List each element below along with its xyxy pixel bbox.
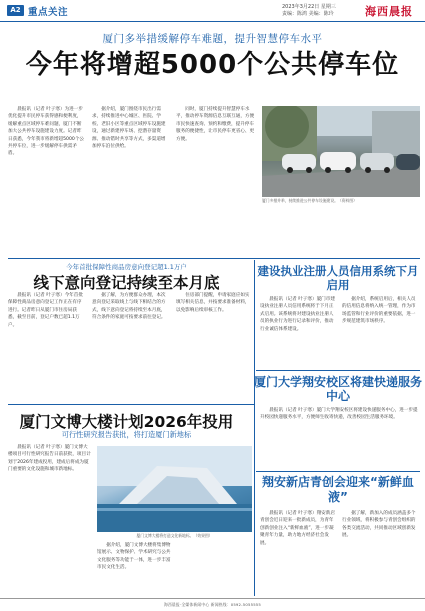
- article1-paragraph: 同时，厦门持续提升智慧停车水平，推动停车资源信息互联互通，方便市民快速查询、预约和缴费，提升停车服务的便捷性，让市民停车更省心、更方便。: [176, 107, 255, 142]
- page-number: A2: [7, 5, 24, 16]
- article4-headline: 厦门文博大楼计划2026年投用: [19, 413, 234, 431]
- article1-subhead: 厦门多举措缓解停车难题，提升智慧停车水平: [102, 33, 323, 45]
- parking-street-illustration: [262, 106, 420, 197]
- divider: [256, 471, 420, 472]
- divider: [8, 258, 420, 259]
- article6-paragraph: 据了解，新加入的成员涵盖多个行业领域，将积极参与青创会组织的各类交流活动，共同推动区域创新发展。: [342, 511, 416, 539]
- article3-paragraph: 据介绍，系统启用后，相关人员的信用信息将纳入统一管理，作为市场监管和行业评价的重要依据，进一步规范建筑市场秩序。: [342, 297, 416, 325]
- editor-line: 责编：陈鸿 美编：陈玲: [282, 11, 334, 17]
- article4-subhead: 可行性研究报告获批，将打造厦门新地标: [61, 430, 192, 439]
- article1-paragraph: 据介绍，厦门围绕市民出行需求，持续推进中心城区、医院、学校、老旧小区等重点区域停车设施建设，通过新建停车场、挖潜存量资源、推动错时共享等方式，多渠道增加停车泊位供给。: [92, 107, 166, 150]
- date-line: 2023年3月22日 星期三: [282, 4, 336, 10]
- article1-column-2: [92, 106, 168, 256]
- article2-paragraph: 晨报讯（记者 叶子寒）今年首批保障性商品房意向登记工作正在有序进行。记者昨日从厦门市住房局获悉，截至目前，登记户数已超1.1万户。: [8, 293, 83, 328]
- parking-street-photo: [262, 106, 420, 197]
- article4-column-2: [97, 542, 173, 596]
- divider: [256, 370, 420, 371]
- article3-paragraph: 晨报讯（记者 叶子寒）厦门市建设执业注册人员信用系统将于下月正式启用。该系统将对建设执业注册人员的执业行为进行记录和评价，推动行业诚信体系建设。: [260, 297, 335, 332]
- photo1-caption: 厦门多措并举，持续推进公共停车设施建设。（资料图）: [262, 198, 357, 203]
- article5-headline: 厦门大学翔安校区将建快递服务中心: [254, 375, 423, 403]
- article5-paragraph: 晨报讯（记者 叶子寒）厦门大学翔安校区将建设快递服务中心，进一步提升校园快递服务水平，方便师生收寄快递，改善校园生活服务环境。: [260, 408, 418, 421]
- article6-column-2: [342, 510, 420, 596]
- masthead: [0, 0, 425, 22]
- article3-column-1: [260, 296, 336, 368]
- divider: [8, 404, 254, 405]
- article2-column-2: [92, 292, 168, 400]
- article5-column-1: [260, 407, 420, 469]
- section-title: 重点关注: [28, 7, 69, 18]
- article4-paragraph: 晨报讯（记者 叶子寒）厦门文博大楼项目可行性研究报告日前获批，项目计划于2026年建成投用，建成后将成为厦门重要的文化设施和城市新地标。: [8, 445, 91, 473]
- article3-column-2: [342, 296, 420, 368]
- article1-column-1: [8, 106, 84, 256]
- article2-paragraph: 据了解，为方便群众办理，本次意向登记采取线上与线下相结合的方式，线下意向登记将持续至本月底，符合条件的家庭可按要求前往登记。: [92, 293, 166, 321]
- article2-paragraph: 住房部门提醒，申请家庭应如实填写相关信息，并按要求准备材料，以免影响后续审核工作。: [176, 293, 250, 313]
- museum-rendering-photo: [97, 446, 252, 532]
- article2-column-3: [176, 292, 252, 400]
- article6-paragraph: 晨报讯（记者 叶子寒）翔安新店青创会近日迎来一批新成员，为青年创新创业注入“新鲜血液”，进一步凝聚青年力量，助力地方经济社会发展。: [260, 511, 335, 546]
- article2-headline: 线下意向登记持续至本月底: [33, 274, 220, 292]
- article6-column-1: [260, 510, 336, 596]
- article1-paragraph: 晨报讯（记者 叶子寒）为进一步优化提升市民停车获得感和便利度，缓解重点区域停车难问题，厦门不断加大公共停车设施建设力度。记者昨日获悉，今年我市将新增超5000个公共停车位，进一步缓解停车供需矛盾。: [8, 107, 84, 157]
- museum-building-illustration: [97, 446, 252, 532]
- issue-date: [282, 4, 362, 18]
- article4-column-1: [8, 444, 92, 594]
- newspaper-logo: 海西晨报: [365, 5, 413, 18]
- column-divider: [254, 260, 255, 596]
- article2-kicker: 今年首批保障性商品房意向登记超1.1万户: [66, 263, 187, 271]
- article6-headline: 翔安新店青创会迎来“新鲜血液”: [262, 475, 414, 504]
- article2-column-1: [8, 292, 84, 400]
- article4-paragraph: 据介绍，厦门文博大楼将集博物馆展示、文物保护、学术研究与公共文化服务等功能于一体，进一步丰富市民文化生活。: [97, 543, 171, 571]
- article1-headline: 今年将增超5000个公共停车位: [25, 50, 400, 80]
- article1-column-3: [176, 106, 256, 256]
- article3-headline: 建设执业注册人员信用系统下月启用: [257, 264, 419, 292]
- page-footer: 海西晨报·全媒体新闻中心 新闻热线：0592-5055555: [0, 598, 425, 611]
- photo2-caption: 厦门文博大楼将打造文化新地标。（效果图）: [136, 533, 213, 538]
